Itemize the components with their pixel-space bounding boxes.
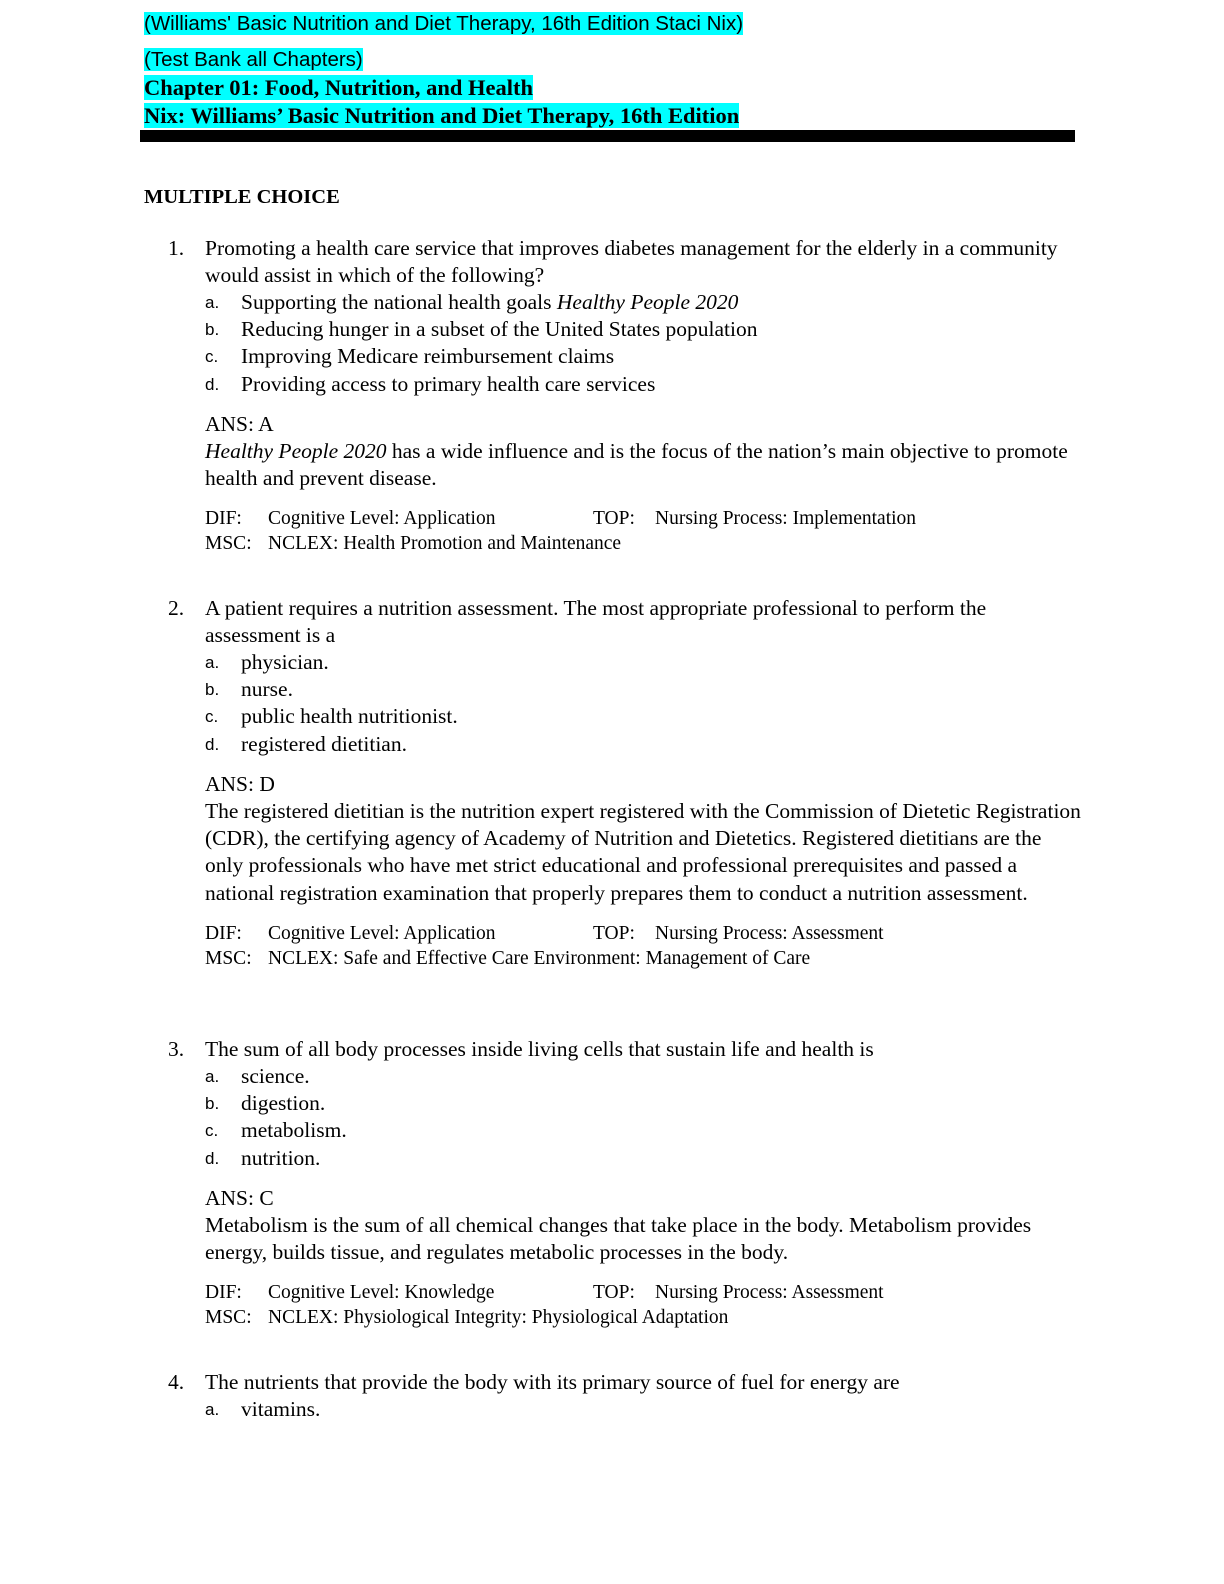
question-metadata [205,921,1085,971]
choice-a [205,1396,1085,1423]
choice-letter: b. [205,680,220,700]
choice-text: nutrition. [241,1145,321,1170]
chapter-heading: Chapter 01: Food, Nutrition, and Health [144,75,533,100]
question-number: 4. [168,1370,185,1394]
choice-list [205,1063,1085,1172]
choice-d [205,371,1085,398]
choice-letter: a. [205,653,220,672]
choice-text: digestion. [241,1091,326,1116]
top-value: Nursing Process: Assessment [655,1282,884,1304]
choice-letter: c. [205,347,219,367]
question-metadata [205,1280,1085,1330]
choice-text: Reducing hunger in a subset of the United States population [241,317,758,342]
choice-list [205,289,1085,398]
question-number: 1. [168,236,185,260]
top-label: TOP: [593,1282,635,1304]
choice-text: vitamins. [241,1397,321,1421]
section-title: MULTIPLE CHOICE [144,186,340,208]
dif-value: Cognitive Level: Knowledge [268,1282,495,1304]
choice-text: nurse. [241,677,293,702]
question-body [205,1036,1085,1330]
choice-a [205,1063,1085,1090]
question-number: 3. [168,1037,185,1061]
choice-letter: a. [205,293,220,312]
choice-text: public health nutritionist. [241,704,458,729]
dif-label: DIF: [205,922,242,944]
rationale-emphasis: Healthy People 2020 [205,438,387,463]
top-value: Nursing Process: Assessment [655,922,884,944]
choice-d [205,1145,1085,1172]
choice-letter: c. [205,1121,219,1141]
choice-d [205,731,1085,758]
rationale: The registered dietitian is the nutrition expert registered with the Commission of Dietetic Registration (CDR), the certifying agency of Academy of Nutrition and Dietetics. Registered dietitians are the only professionals who have met strict educational and professional prerequisites and passed a national registration examination that properly prepares them to conduct a nutrition assessment. [205,798,1081,905]
choice-text: metabolism. [241,1118,347,1143]
msc-value: NCLEX: Safe and Effective Care Environment: Management of Care [268,947,811,969]
rationale [205,438,1085,492]
top-label: TOP: [593,508,635,530]
choice-c [205,703,1085,730]
dif-value: Cognitive Level: Application [268,922,496,944]
choice-text: science. [241,1064,310,1088]
choice-b [205,676,1085,703]
choice-letter: a. [205,1400,220,1419]
choice-letter: c. [205,707,219,727]
choice-list [205,1396,1085,1423]
choice-list [205,649,1085,758]
dif-value: Cognitive Level: Application [268,508,496,530]
choice-letter: d. [205,1148,220,1168]
msc-label: MSC: [205,947,252,969]
choice-text: registered dietitian. [241,731,407,756]
choice-text: physician. [241,650,329,674]
choice-letter: d. [205,374,220,394]
choice-letter: b. [205,320,220,340]
answer-key: ANS: D [205,771,275,796]
rationale: Metabolism is the sum of all chemical changes that take place in the body. Metabolism provides energy, builds tissue, and regulates metabolic processes in the body. [205,1212,1032,1265]
choice-letter: b. [205,1094,220,1114]
question-stem: A patient requires a nutrition assessment. The most appropriate professional to perform the assessment is a [205,596,987,647]
choice-a [205,289,1085,316]
question-stem: The sum of all body processes inside living cells that sustain life and health is [205,1037,874,1061]
question-number: 2. [168,596,185,620]
header-divider [140,130,1075,142]
msc-value: NCLEX: Health Promotion and Maintenance [268,533,622,555]
choice-text: Providing access to primary health care services [241,371,656,396]
choice-a [205,649,1085,676]
choice-c [205,343,1085,370]
document-title-line: (Williams' Basic Nutrition and Diet Therapy, 16th Edition Staci Nix) [144,12,744,35]
choice-letter: a. [205,1067,220,1086]
choice-letter: d. [205,734,220,754]
choice-b [205,316,1085,343]
msc-value: NCLEX: Physiological Integrity: Physiological Adaptation [268,1307,729,1329]
dif-label: DIF: [205,1282,242,1304]
choice-emphasis: Healthy People 2020 [556,290,739,314]
question-body [205,1369,1085,1423]
top-value: Nursing Process: Implementation [655,508,917,530]
choice-text: Improving Medicare reimbursement claims [241,344,615,369]
answer-key: ANS: A [205,411,274,436]
question-body [205,235,1085,556]
question-metadata [205,506,1085,556]
rationale-text: has a wide influence and is the focus of the nation’s main objective to promote health and prevent disease. [205,438,1068,491]
top-label: TOP: [593,922,635,944]
msc-label: MSC: [205,533,252,555]
answer-key: ANS: C [205,1185,274,1210]
msc-label: MSC: [205,1307,252,1329]
test-bank-line: (Test Bank all Chapters) [144,48,363,71]
question-body [205,595,1085,971]
dif-label: DIF: [205,508,242,530]
choice-text: Supporting the national health goals [241,290,557,314]
question-stem: Promoting a health care service that improves diabetes management for the elderly in a community would assist in which of the following? [205,236,1058,287]
choice-b [205,1090,1085,1117]
choice-c [205,1117,1085,1144]
question-stem: The nutrients that provide the body with its primary source of fuel for energy are [205,1370,900,1394]
book-heading: Nix: Williams’ Basic Nutrition and Diet Therapy, 16th Edition [144,103,740,128]
